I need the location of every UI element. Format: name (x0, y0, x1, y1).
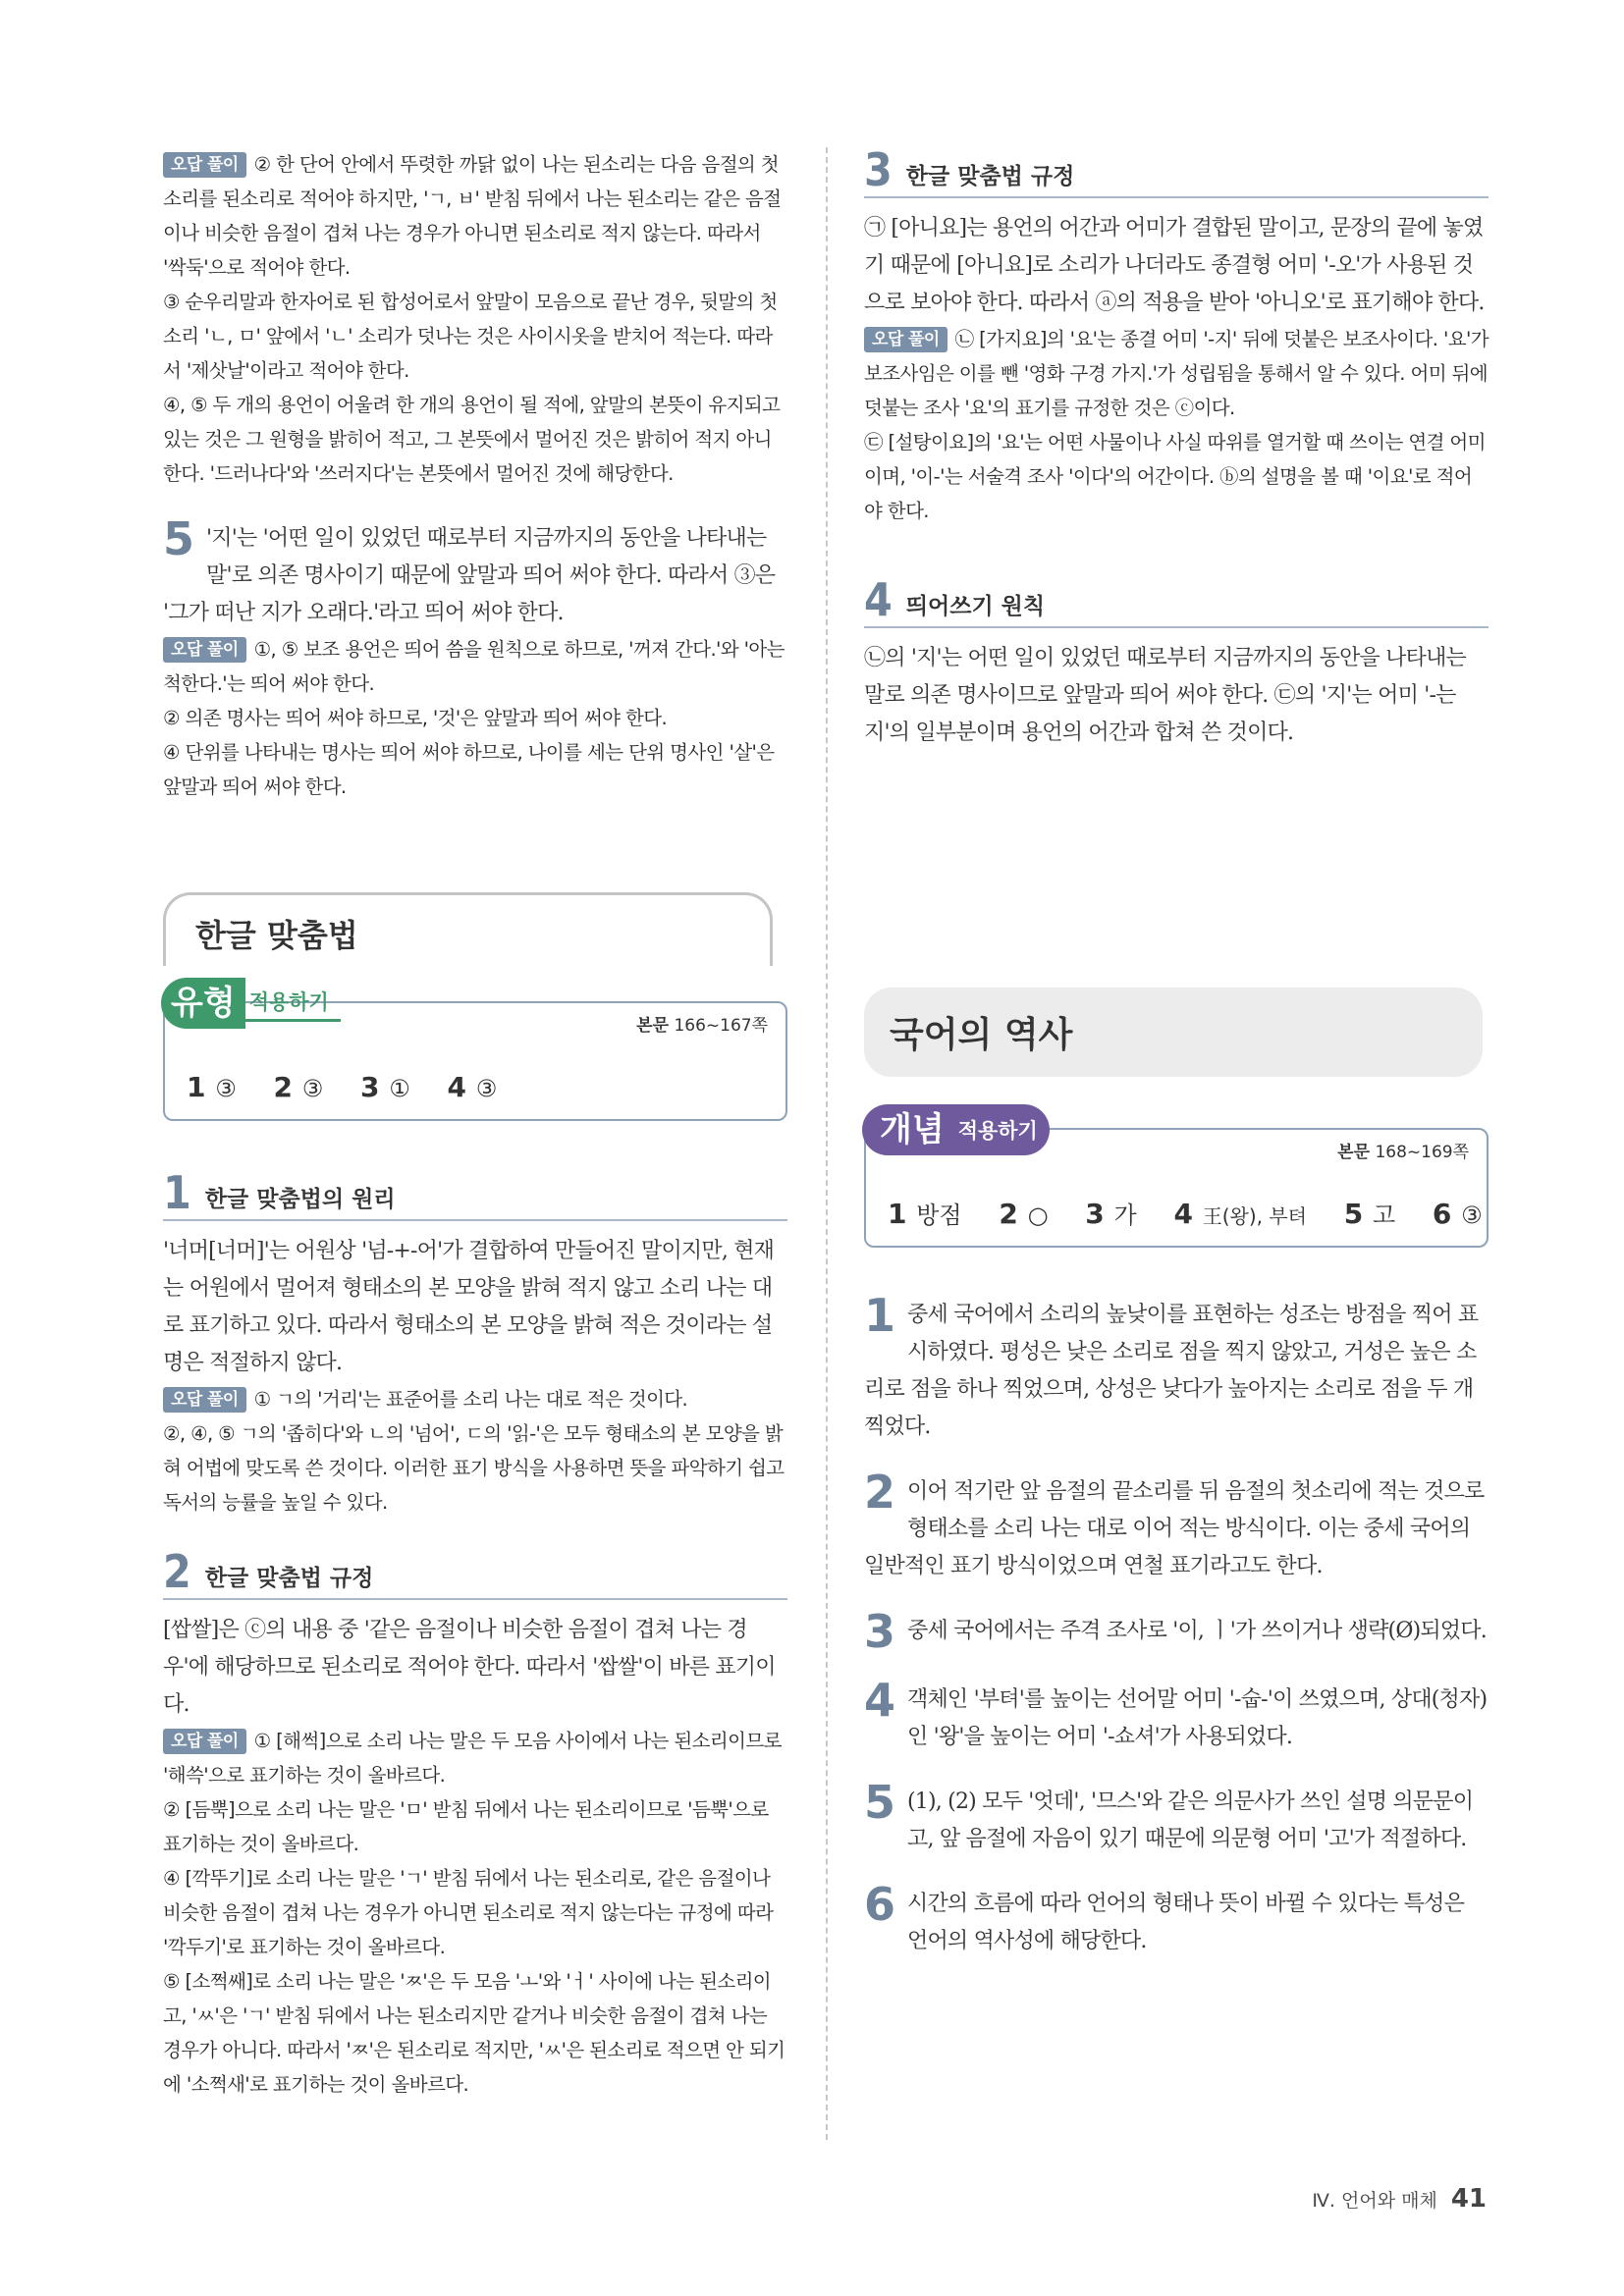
question-header (864, 143, 1489, 198)
item-number: 3 (864, 1605, 896, 1658)
question-body: ㉡의 '지'는 어떤 일이 있었던 때로부터 지금까지의 동안을 나타내는 말로 의존 명사이므로 앞말과 띄어 써야 한다. ㉢의 '지'는 어미 '-는지'의 일부분이며 용언의 어간과 합쳐 쓴 것이다. (864, 646, 1466, 745)
page-footer (1312, 2184, 1487, 2214)
answer-item: 1 방점 (888, 1198, 962, 1230)
wrong-answer-badge: 오답 풀이 (163, 1729, 246, 1754)
tag-label: 적용하기 (245, 986, 341, 1022)
tag-word: 개념 (880, 1110, 945, 1149)
answer-item: 2 ○ (999, 1198, 1049, 1230)
section-header-history (864, 988, 1489, 1077)
footer-section: Ⅳ. 언어와 매체 (1312, 2190, 1437, 2212)
wrong-answer-badge: 오답 풀이 (163, 152, 246, 178)
answer-box (864, 1110, 1489, 1248)
answer-box (163, 984, 787, 1121)
page-reference: 본문 168~169쪽 (1337, 1143, 1469, 1162)
page-number: 41 (1450, 2184, 1487, 2214)
column-divider (826, 147, 828, 2140)
list-item (864, 1776, 1489, 1858)
question-5 (163, 512, 787, 804)
question-body: [쌉쌀]은 ⓒ의 내용 중 '같은 음절이나 비슷한 음절이 겹쳐 나는 경우'에 해당하므로 된소리로 적어야 한다. 따라서 '쌉쌀'이 바른 표기이다. (163, 1618, 776, 1717)
section-title: 국어의 역사 (864, 988, 1483, 1077)
answer-item: 1 ③ (187, 1071, 237, 1103)
item-text: 시간의 흐름에 따라 언어의 형태나 뜻이 바뀔 수 있다는 특성은 언어의 역사성에 해당한다. (907, 1892, 1465, 1953)
answer-tag (862, 1104, 1050, 1155)
answer-item: 2 ③ (273, 1071, 324, 1103)
answer-item: 3 가 (1085, 1198, 1137, 1230)
list-item (864, 1674, 1489, 1756)
question-2 (163, 1545, 787, 2102)
section-title: 한글 맞춤법 (163, 892, 773, 966)
item-number: 1 (864, 1289, 896, 1342)
explanation-block: 오답 풀이 ㉡ [가지요]의 '요'는 종결 어미 '-지' 뒤에 덧붙은 보조사이다. '요'가 보조사임은 이를 뺀 '영화 구경 가지.'가 성립됨을 통해서 알 수 있다. 어미 뒤에 덧붙는 조사 '요'의 표기를 규정한 것은 ⓒ이다. ㉢ [설탕이요]의 '요'는 어떤 사물이나 사실 따위를 열거할 때 쓰이는 연결 어미이며, '이-'는 서술격 조사 '이다'의 어간이다. ⓑ의 설명을 볼 때 '이요'로 적어야 한다. (864, 328, 1489, 522)
item-text: 중세 국어에서 소리의 높낮이를 표현하는 성조는 방점을 찍어 표시하였다. 평성은 낮은 소리로 점을 찍지 않았고, 거성은 높은 소리로 점을 하나 찍었으며, 상성은 낮다가 높아지는 소리로 점을 두 개 찍었다. (864, 1303, 1479, 1439)
list-item (864, 1605, 1489, 1658)
wrong-answer-badge: 오답 풀이 (864, 327, 947, 352)
wrong-answer-badge: 오답 풀이 (163, 637, 246, 663)
question-3 (864, 143, 1489, 528)
item-text: 객체인 '부텨'를 높이는 선어말 어미 '-숩-'이 쓰였으며, 상대(청자)인 '왕'을 높이는 어미 '-쇼셔'가 사용되었다. (907, 1687, 1488, 1749)
list-item (864, 1878, 1489, 1960)
answer-item: 3 ① (360, 1071, 410, 1103)
wrong-answer-badge: 오답 풀이 (163, 1387, 246, 1413)
answer-tag (161, 978, 341, 1029)
question-header (864, 573, 1489, 628)
answer-list (187, 1071, 524, 1103)
item-number: 5 (864, 1776, 896, 1829)
item-number: 4 (864, 1674, 896, 1727)
page-reference: 본문 166~167쪽 (636, 1016, 768, 1036)
right-column (864, 143, 1489, 1988)
list-item (864, 1289, 1489, 1446)
explanation-block: 오답 풀이 ①, ⑤ 보조 용언은 띄어 씀을 원칙으로 하므로, '꺼져 간다.'와 '아는 척한다.'는 띄어 써야 한다. ② 의존 명사는 띄어 써야 하므로, '것'은 앞말과 띄어 써야 한다. ④ 단위를 나타내는 명사는 띄어 써야 하므로, 나이를 세는 단위 명사인 '살'은 앞말과 띄어 써야 한다. (163, 638, 785, 798)
explanation-block: 오답 풀이 ② 한 단어 안에서 뚜렷한 까닭 없이 나는 된소리는 다음 음절의 첫소리를 된소리로 적어야 하지만, 'ㄱ, ㅂ' 받침 뒤에서 나는 된소리는 같은 음절이나 비슷한 음절이 겹쳐 나는 경우가 아니면 된소리로 적지 않는다. 따라서 '싹둑'으로 적어야 한다. ③ 순우리말과 한자어로 된 합성어로서 앞말이 모음으로 끝난 경우, 뒷말의 첫소리 'ㄴ, ㅁ' 앞에서 'ㄴ' 소리가 덧나는 것은 사이시옷을 받치어 적는다. 따라서 '제삿날'이라고 적어야 한다. ④, ⑤ 두 개의 용언이 어울려 한 개의 용언이 될 적에, 앞말의 본뜻이 유지되고 있는 것은 그 원형을 밝히어 적고, 그 본뜻에서 멀어진 것은 밝히어 적지 아니한다. '드러나다'와 '쓰러지다'는 본뜻에서 멀어진 것에 해당한다. (163, 153, 782, 485)
answer-list (888, 1196, 1510, 1230)
question-number: 3 (864, 143, 893, 196)
question-1 (163, 1166, 787, 1520)
question-number: 1 (163, 1166, 191, 1219)
question-number: 5 (163, 512, 195, 565)
tag-word: 유형 (161, 978, 245, 1029)
answer-item: 4 ③ (447, 1071, 498, 1103)
question-body: '너머[너머]'는 어원상 '넘-+-어'가 결합하여 만들어진 말이지만, 현재는 어원에서 멀어져 형태소의 본 모양을 밝혀 적지 않고 소리 나는 대로 표기하고 있다. 따라서 형태소의 본 모양을 밝혀 적은 것이라는 설명은 적절하지 않다. (163, 1239, 775, 1375)
item-text: 이어 적기란 앞 음절의 끝소리를 뒤 음절의 첫소리에 적는 것으로 형태소를 소리 나는 대로 이어 적는 방식이다. 이는 중세 국어의 일반적인 표기 방식이었으며 연철 표기라고도 한다. (864, 1479, 1485, 1578)
explanation-block: 오답 풀이 ① [해썩]으로 소리 나는 말은 두 모음 사이에서 나는 된소리이므로 '해쓱'으로 표기하는 것이 올바르다. ② [듬뿍]으로 소리 나는 말은 'ㅁ' 받침 뒤에서 나는 된소리이므로 '듬뿍'으로 표기하는 것이 올바르다. ④ [깍뚜기]로 소리 나는 말은 'ㄱ' 받침 뒤에서 나는 된소리로, 같은 음절이나 비슷한 음절이 겹쳐 나는 경우가 아니면 된소리로 적지 않는다는 규정에 따라 '깍두기'로 표기하는 것이 올바르다. ⑤ [소쩍쌔]로 소리 나는 말은 'ㅉ'은 두 모음 'ㅗ'와 'ㅓ' 사이에 나는 된소리이고, 'ㅆ'은 'ㄱ' 받침 뒤에서 나는 된소리지만 같거나 비슷한 음절이 겹쳐 나는 경우가 아니다. 따라서 'ㅉ'은 된소리로 적지만, 'ㅆ'은 된소리로 적으면 안 되기에 '소쩍새'로 표기하는 것이 올바르다. (163, 1730, 785, 2096)
tag-label: 적용하기 (957, 1119, 1038, 1143)
question-header (163, 1545, 787, 1600)
question-body: ㉠ [아니요]는 용언의 어간과 어미가 결합된 말이고, 문장의 끝에 놓였기 때문에 [아니요]로 소리가 나더라도 종결형 어미 '-오'가 사용된 것으로 보아야 한다. 따라서 ⓐ의 적용을 받아 '아니오'로 표기해야 한다. (864, 216, 1485, 315)
answer-item: 4 王(왕), 부텨 (1173, 1198, 1307, 1230)
question-body: '지'는 '어떤 일이 있었던 때로부터 지금까지의 동안을 나타내는 말'로 의존 명사이기 때문에 앞말과 띄어 써야 한다. 따라서 ③은 '그가 떠난 지가 오래다.'라고 띄어 써야 한다. (163, 526, 776, 625)
item-text: 중세 국어에서는 주격 조사로 '이, ㅣ'가 쓰이거나 생략(Ø)되었다. (907, 1619, 1487, 1643)
question-number: 2 (163, 1545, 191, 1598)
question-title: 띄어쓰기 원칙 (905, 594, 1046, 619)
history-items (864, 1289, 1489, 1960)
item-number: 2 (864, 1466, 896, 1519)
item-number: 6 (864, 1878, 896, 1931)
explanation-block: 오답 풀이 ① ㄱ의 '거리'는 표준어를 소리 나는 대로 적은 것이다. ②, ④, ⑤ ㄱ의 '좁히다'와 ㄴ의 '넘어', ㄷ의 '읽-'은 모두 형태소의 본 모양을 밝혀 어법에 맞도록 쓴 것이다. 이러한 표기 방식을 사용하면 뜻을 파악하기 쉽고 독서의 능률을 높일 수 있다. (163, 1388, 785, 1514)
answer-item: 5 고 (1343, 1198, 1396, 1230)
left-column (163, 147, 787, 2102)
list-item (864, 1466, 1489, 1585)
answer-item: 6 ③ (1432, 1198, 1483, 1230)
question-title: 한글 맞춤법의 원리 (204, 1187, 396, 1212)
question-title: 한글 맞춤법 규정 (204, 1566, 374, 1591)
section-header-hangul (163, 892, 787, 966)
item-text: (1), (2) 모두 '엇데', '므스'와 같은 의문사가 쓰인 설명 의문문이고, 앞 음절에 자음이 있기 때문에 의문형 어미 '고'가 적절하다. (907, 1789, 1474, 1851)
question-4 (864, 573, 1489, 752)
question-header (163, 1166, 787, 1221)
question-title: 한글 맞춤법 규정 (905, 164, 1075, 189)
question-number: 4 (864, 573, 893, 626)
